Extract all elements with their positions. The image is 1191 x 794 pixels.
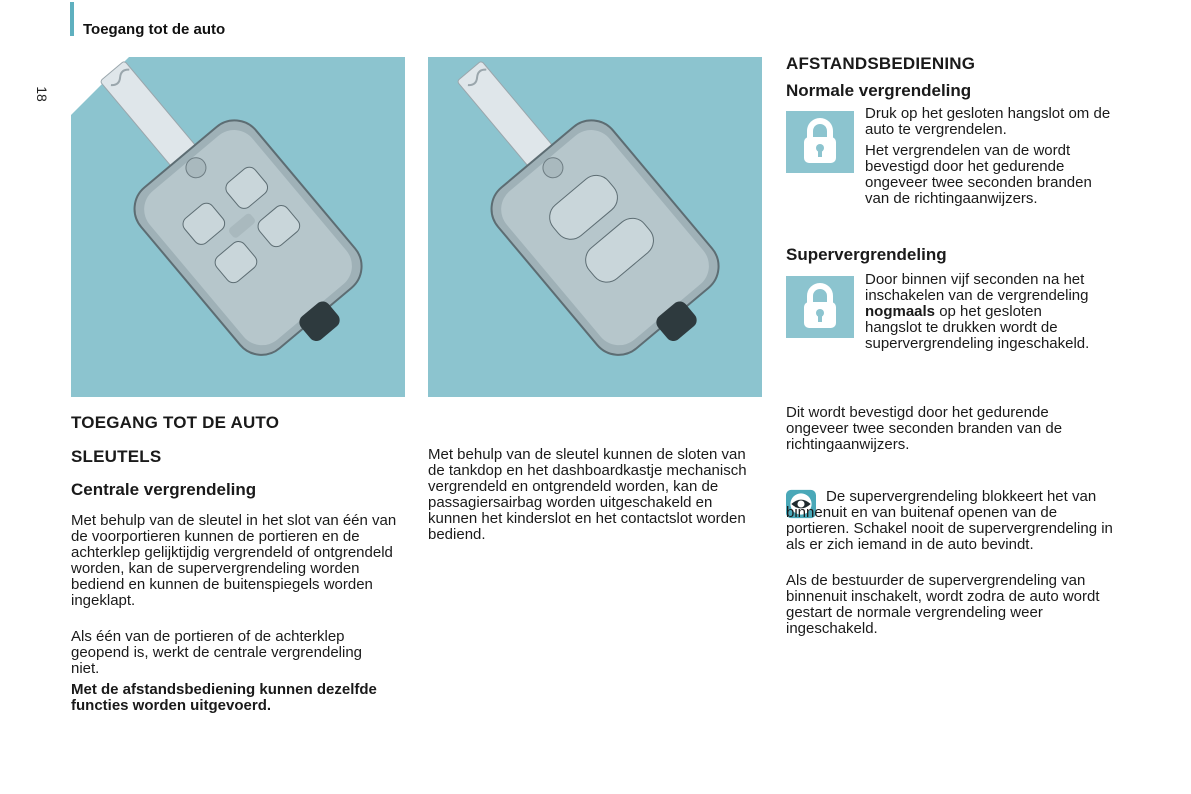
padlock-closed-icon: [786, 111, 854, 173]
paragraph-super-confirmed: Dit wordt bevestigd door het gedurende ongeveer twee seconden branden van de richtingaanwijzers.: [786, 404, 1063, 453]
paragraph-super-locking: Door binnen vijf seconden na het inschakelen van de vergrendeling nogmaals op het gesloten hangslot te drukken wordt de supervergrendeling ingeschakeld.: [865, 271, 1090, 352]
header-accent-bar: [70, 2, 74, 36]
heading-keys: SLEUTELS: [71, 447, 162, 466]
paragraph-press-padlock: Druk op het gesloten hangslot om de auto te vergrendelen.: [865, 105, 1111, 138]
heading-normal-locking: Normale vergrendeling: [786, 81, 972, 100]
heading-central-locking: Centrale vergrendeling: [71, 480, 257, 499]
heading-access: TOEGANG TOT DE AUTO: [71, 413, 280, 432]
paragraph-super-warning: De supervergrendeling blokkeert het van binnenuit en van buitenaf openen van de portieren. Schakel nooit de supervergrendeling in als er zich iemand in de auto bevindt.: [786, 488, 1113, 553]
paragraph-door-open: Als één van de portieren of de achterklep geopend is, werkt de centrale vergrendeling niet.: [71, 628, 363, 677]
paragraph-locking-confirmed: Het vergrendelen van de wordt bevestigd door het gedurende ongeveer twee seconden branden van de richtingaanwijzers.: [865, 142, 1092, 207]
paragraph-driver-inside: Als de bestuurder de supervergrendeling van binnenuit inschakelt, wordt zodra de auto wordt gestart de normale vergrendeling weer ingeschakeld.: [786, 572, 1100, 637]
key-photo-four-buttons: [71, 57, 405, 397]
paragraph-central-locking: Met behulp van de sleutel in het slot van één van de voorportieren kunnen de portieren en de achterklep gelijktijdig vergrendeld of ontgrendeld worden, kan de supervergrendeling worden bediend en kunnen de buitenspiegels worden ingeklapt.: [71, 512, 397, 609]
heading-remote-control: AFSTANDSBEDIENING: [786, 54, 976, 73]
key-photo-two-buttons: [428, 57, 762, 397]
paragraph-remote-functions: Met de afstandsbediening kunnen dezelfde functies worden uitgevoerd.: [71, 681, 377, 714]
padlock-closed-icon: [786, 276, 854, 338]
page-header-title: Toegang tot de auto: [83, 21, 226, 38]
emphasis-nogmaals: nogmaals: [865, 303, 936, 320]
page-number: 18: [33, 86, 50, 102]
paragraph-mechanical-key: Met behulp van de sleutel kunnen de sloten van de tankdop en het dashboardkastje mechanisch vergrendeld en ontgrendeld worden, kan de passagiersairbag worden uitgeschakeld en kunnen het kinderslot en het contactslot worden bediend.: [428, 446, 747, 543]
heading-super-locking: Supervergrendeling: [786, 245, 947, 264]
